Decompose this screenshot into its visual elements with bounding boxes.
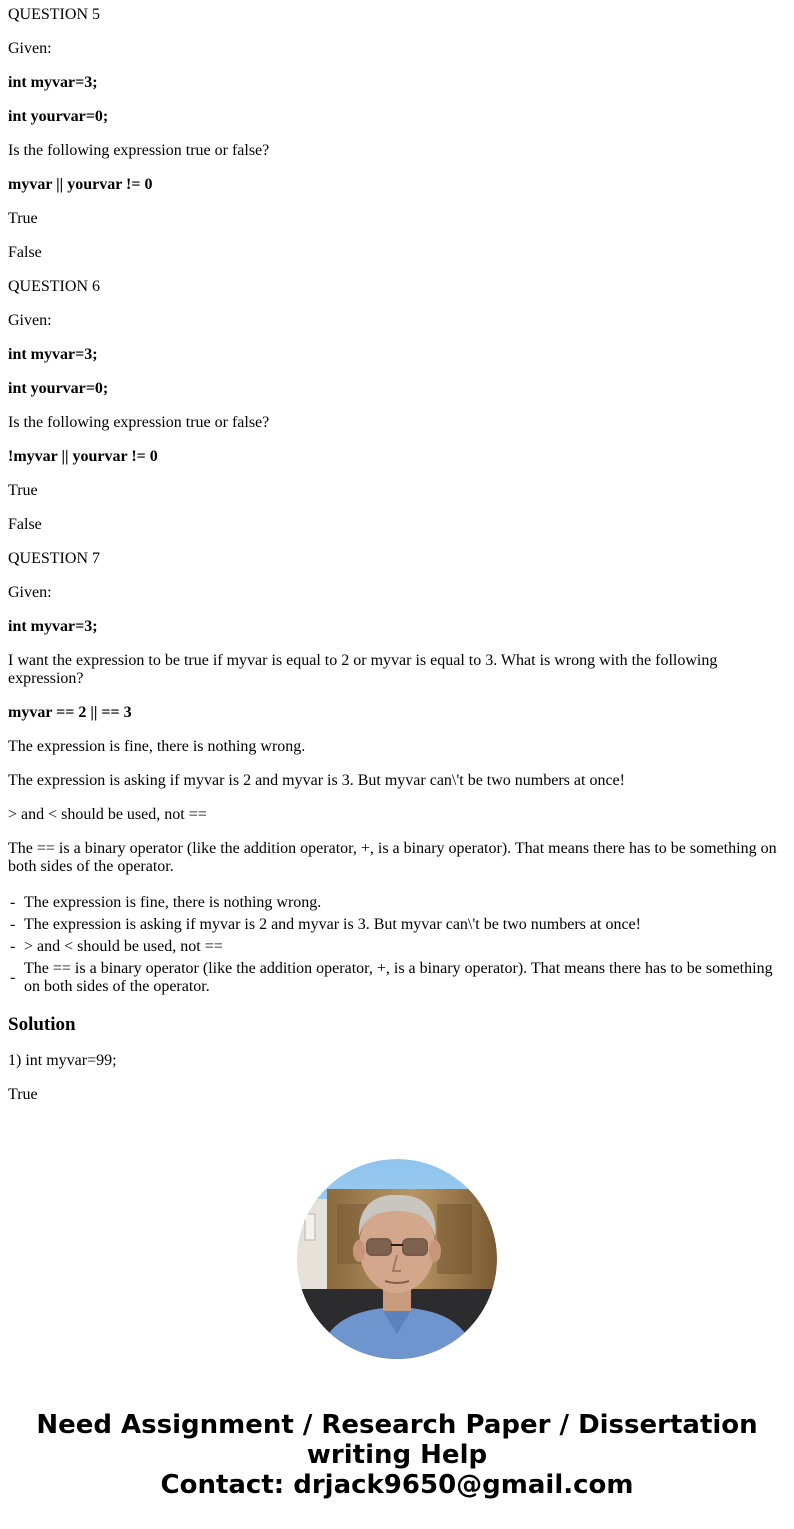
- list-dash: -: [10, 969, 16, 986]
- question-6-code-2: int yourvar=0;: [8, 380, 109, 397]
- question-6-option-false: False: [8, 516, 42, 533]
- list-item: [8, 938, 786, 956]
- list-item-text: The expression is fine, there is nothing wrong.: [24, 894, 322, 911]
- list-item-text: The expression is asking if myvar is 2 and myvar is 3. But myvar can\'t be two numbers at once!: [24, 916, 641, 933]
- list-dash: -: [10, 894, 16, 911]
- question-5-given: Given:: [8, 40, 52, 57]
- question-7-title: QUESTION 7: [8, 550, 100, 567]
- question-7-option-2: The expression is asking if myvar is 2 and myvar is 3. But myvar can\'t be two numbers at once!: [8, 772, 625, 789]
- question-7-option-4: The == is a binary operator (like the addition operator, +, is a binary operator). That means there has to be something on both sides of the operator.: [8, 840, 777, 875]
- question-7-option-3: > and < should be used, not ==: [8, 806, 207, 823]
- list-item: [8, 894, 786, 912]
- question-5-option-false: False: [8, 244, 42, 261]
- list-item-text: The == is a binary operator (like the addition operator, +, is a binary operator). That means there has to be something on both sides of the operator.: [24, 960, 773, 995]
- question-6-expression: !myvar || yourvar != 0: [8, 448, 158, 465]
- list-item-text: > and < should be used, not ==: [24, 938, 223, 955]
- question-6-option-true: True: [8, 482, 38, 499]
- question-5-option-true: True: [8, 210, 38, 227]
- question-5-code-1: int myvar=3;: [8, 74, 98, 91]
- document-body: [0, 6, 794, 1104]
- question-6-prompt: Is the following expression true or false?: [8, 414, 270, 431]
- question-7-option-1: The expression is fine, there is nothing wrong.: [8, 738, 306, 755]
- solution-line-1: 1) int myvar=99;: [8, 1052, 117, 1069]
- question-5-expression: myvar || yourvar != 0: [8, 176, 153, 193]
- banner-contact-email: Contact: drjack9650@gmail.com: [160, 1470, 634, 1500]
- question-7-given: Given:: [8, 584, 52, 601]
- list-dash: -: [10, 916, 16, 933]
- banner-line-1: Need Assignment / Research Paper / Dissertation: [36, 1410, 758, 1440]
- question-7-prompt: I want the expression to be true if myvar is equal to 2 or myvar is equal to 3. What is wrong with the following expression?: [8, 652, 718, 687]
- question-5-prompt: Is the following expression true or false?: [8, 142, 270, 159]
- banner-line-2: writing Help: [306, 1440, 488, 1470]
- question-7-code-1: int myvar=3;: [8, 618, 98, 635]
- contact-banner: [0, 1410, 794, 1500]
- avatar-portrait: [297, 1159, 497, 1359]
- question-6-title: QUESTION 6: [8, 278, 100, 295]
- question-6-given: Given:: [8, 312, 52, 329]
- list-dash: -: [10, 938, 16, 955]
- avatar: [297, 1159, 497, 1359]
- question-5-title: QUESTION 5: [8, 6, 100, 23]
- list-item: [8, 960, 786, 996]
- author-photo: [297, 1159, 497, 1359]
- question-5-code-2: int yourvar=0;: [8, 108, 109, 125]
- list-item: [8, 916, 786, 934]
- solution-line-2: True: [8, 1086, 38, 1103]
- question-7-expression: myvar == 2 || == 3: [8, 704, 132, 721]
- question-6-code-1: int myvar=3;: [8, 346, 98, 363]
- answer-list: [8, 894, 786, 996]
- solution-heading: Solution: [8, 1014, 76, 1035]
